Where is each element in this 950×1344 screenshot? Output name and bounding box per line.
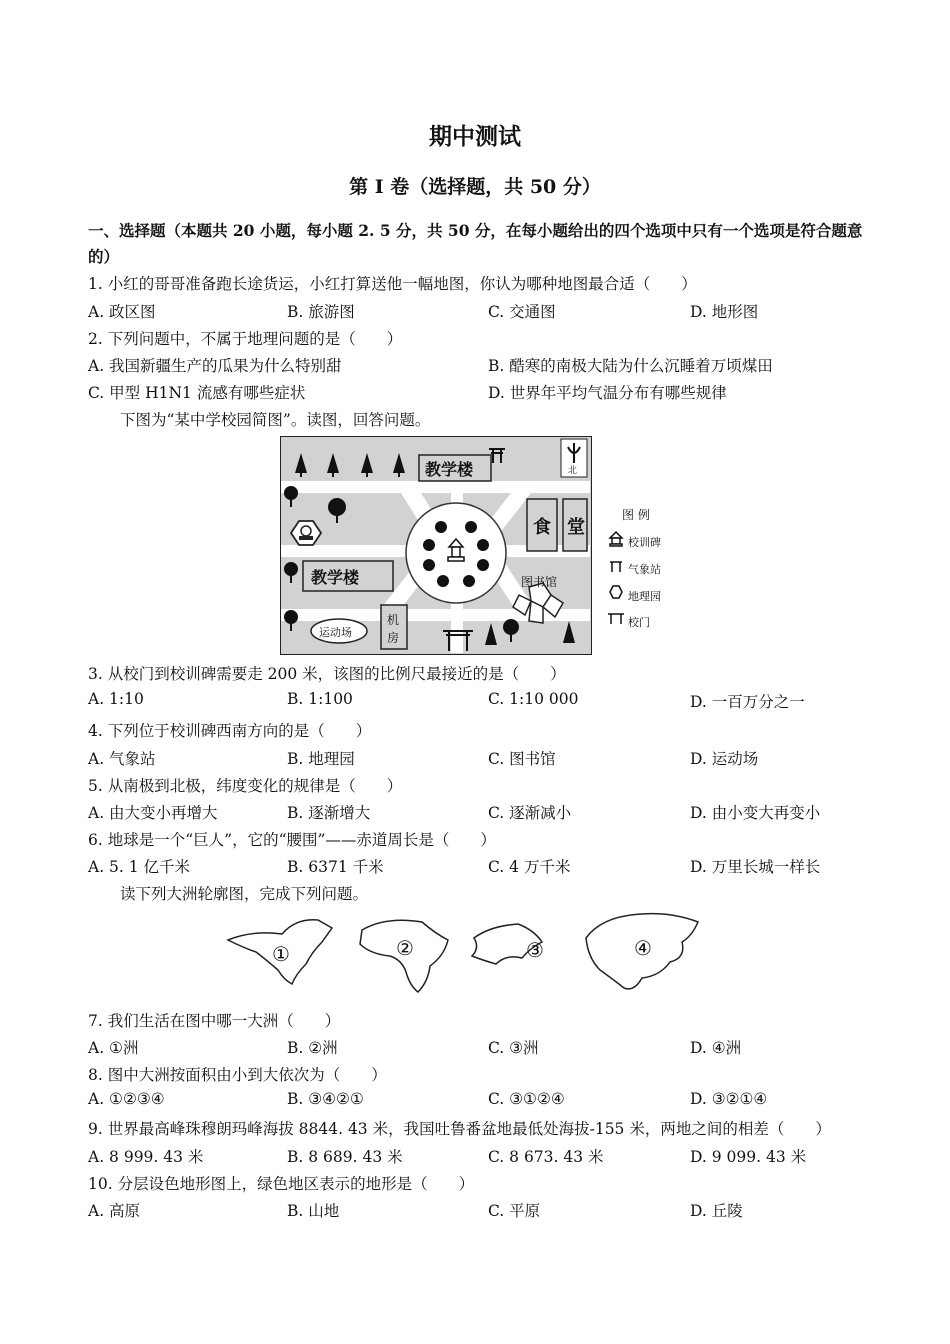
q5-option-d: D. 由小变大再变小	[690, 804, 821, 822]
q9-option-d: D. 9 099. 43 米	[690, 1148, 807, 1166]
q1-option-d: D. 地形图	[690, 303, 759, 321]
q9-option-c: C. 8 673. 43 米	[488, 1148, 604, 1166]
q9-option-a: A. 8 999. 43 米	[88, 1148, 204, 1166]
question-8-stem: 8. 图中大洲按面积由小到大依次为（ ）	[88, 1066, 387, 1084]
question-2-stem: 2. 下列问题中，不属于地理问题的是（ ）	[88, 330, 403, 348]
legend-geo-garden: 地理园	[628, 590, 661, 603]
continent-1-label: ①	[272, 942, 290, 966]
q5-option-c: C. 逐渐减小	[488, 804, 572, 822]
question-7-stem: 7. 我们生活在图中哪一大洲（ ）	[88, 1012, 341, 1030]
map-building-north: 教学楼	[425, 460, 474, 479]
q10-option-d: D. 丘陵	[690, 1202, 743, 1220]
campus-map	[280, 436, 592, 655]
q10-option-c: C. 平原	[488, 1202, 541, 1220]
q9-option-b: B. 8 689. 43 米	[287, 1148, 403, 1166]
section-heading: 一、选择题（本题共 20 小题，每小题 2. 5 分，共 50 分，在每小题给出的四个选项中只有一个选项是符合题意的）	[88, 221, 863, 266]
map-machine-1: 机	[387, 613, 400, 627]
continents-intro: 读下列大洲轮廓图，完成下列问题。	[120, 885, 369, 903]
q7-option-b: B. ②洲	[287, 1039, 338, 1057]
question-6-stem: 6. 地球是一个“巨人”，它的“腰围”——赤道周长是（ ）	[88, 831, 496, 849]
continent-2-label: ②	[396, 936, 414, 960]
q2-option-c: C. 甲型 H1N1 流感有哪些症状	[88, 384, 306, 402]
paper-subtitle: 第 I 卷（选择题，共 50 分）	[349, 176, 601, 198]
question-3-stem: 3. 从校门到校训碑需要走 200 米，该图的比例尺最接近的是（ ）	[88, 665, 566, 683]
q1-option-b: B. 旅游图	[287, 303, 355, 321]
map-building-west: 教学楼	[311, 568, 360, 587]
continent-3-label: ③	[526, 938, 544, 962]
q3-option-b: B. 1:100	[287, 690, 353, 708]
q4-option-b: B. 地理园	[287, 750, 355, 768]
question-10-stem: 10. 分层设色地形图上，绿色地区表示的地形是（ ）	[88, 1175, 475, 1193]
question-5-stem: 5. 从南极到北极，纬度变化的规律是（ ）	[88, 777, 403, 795]
continent-4-label: ④	[634, 936, 652, 960]
q8-option-d: D. ③②①④	[690, 1090, 768, 1108]
map-canteen-left: 食	[533, 517, 551, 538]
q4-option-a: A. 气象站	[88, 750, 156, 768]
legend-icons	[608, 530, 628, 650]
map-sports-label: 运动场	[319, 626, 352, 639]
question-9-stem: 9. 世界最高峰珠穆朗玛峰海拔 8844. 43 米，我国吐鲁番盆地最低处海拔-155 米，两地之间的相差（ ）	[88, 1120, 831, 1138]
map-library-label: 图书馆	[521, 575, 558, 589]
q2-option-a: A. 我国新疆生产的瓜果为什么特别甜	[88, 357, 342, 375]
legend-gate: 校门	[628, 616, 650, 629]
q1-option-c: C. 交通图	[488, 303, 556, 321]
q3-option-c: C. 1:10 000	[488, 690, 579, 708]
legend-monument: 校训碑	[628, 536, 661, 549]
map-legend	[600, 506, 690, 636]
q6-option-d: D. 万里长城一样长	[690, 858, 821, 876]
page-title: 期中测试	[429, 123, 521, 150]
legend-weather-station: 气象站	[628, 563, 661, 576]
map-canteen-right: 堂	[567, 517, 585, 538]
question-1-stem: 1. 小红的哥哥准备跑长途货运，小红打算送他一幅地图，你认为哪种地图最合适（ ）	[88, 275, 697, 293]
q8-option-c: C. ③①②④	[488, 1090, 565, 1108]
q4-option-c: C. 图书馆	[488, 750, 556, 768]
campus-map-intro: 下图为“某中学校园简图”。读图，回答问题。	[120, 411, 431, 429]
q10-option-b: B. 山地	[287, 1202, 340, 1220]
q2-option-b: B. 酷寒的南极大陆为什么沉睡着万顷煤田	[488, 357, 773, 375]
q8-option-a: A. ①②③④	[88, 1090, 165, 1108]
q8-option-b: B. ③④②①	[287, 1090, 364, 1108]
map-north-label: 北	[568, 466, 578, 476]
continent-outlines	[222, 908, 702, 998]
question-4-stem: 4. 下列位于校训碑西南方向的是（ ）	[88, 722, 372, 740]
q7-option-c: C. ③洲	[488, 1039, 539, 1057]
map-machine-2: 房	[387, 631, 400, 645]
q10-option-a: A. 高原	[88, 1202, 141, 1220]
q1-option-a: A. 政区图	[88, 303, 156, 321]
legend-title: 图 例	[622, 508, 650, 522]
q5-option-a: A. 由大变小再增大	[88, 804, 218, 822]
q7-option-d: D. ④洲	[690, 1039, 742, 1057]
q4-option-d: D. 运动场	[690, 750, 759, 768]
q3-option-a: A. 1:10	[88, 690, 144, 708]
q7-option-a: A. ①洲	[88, 1039, 139, 1057]
q2-option-d: D. 世界年平均气温分布有哪些规律	[488, 384, 727, 402]
q6-option-b: B. 6371 千米	[287, 858, 384, 876]
q3-option-d: D. 一百万分之一	[690, 693, 805, 711]
q6-option-a: A. 5. 1 亿千米	[88, 858, 191, 876]
q5-option-b: B. 逐渐增大	[287, 804, 371, 822]
q6-option-c: C. 4 万千米	[488, 858, 571, 876]
